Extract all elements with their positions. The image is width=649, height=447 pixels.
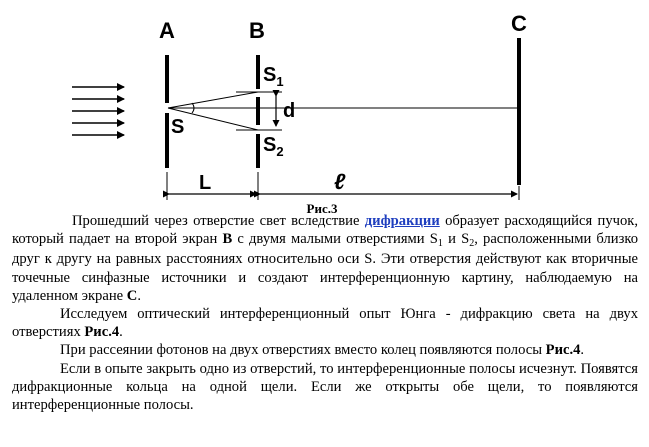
label-d: d: [283, 100, 296, 122]
label-s: S: [171, 116, 185, 138]
label-ell: ℓ: [334, 169, 346, 194]
figure-caption: Рис.3: [306, 201, 338, 215]
label-a: A: [159, 18, 175, 43]
paragraph-2: Исследуем оптический интерференционный опыт Юнга - дифракцию света на двух отверстиях Рис.4.: [12, 306, 638, 341]
incoming-rays: [72, 87, 124, 135]
label-s2: $S_2$: [263, 134, 284, 159]
body-text: [12, 212, 638, 414]
label-s1: $S_1$: [263, 64, 284, 89]
paragraph-4: Если в опыте закрыть одно из отверстий, то интерференционные полосы исчезнут. Появятся дифракционные кольца на одной щели. Если же открыты обе щели, то появляются интерференционные полосы.: [12, 360, 638, 414]
paragraph-1: Прошедший через отверстие свет вследствие дифракции образует расходящийся пучок, который падает на второй экран В с двумя малыми отверстиями $S_1$ и $S_2$, расположенными близко друг к другу на равных расстояниях относительно оси S. Эти отверстия действуют как вторичные точечные синфазные источники и создают интерференционную картину, наблюдаемую на удаленном экране С.: [12, 213, 638, 304]
label-c: C: [511, 11, 527, 36]
paragraph-3: При рассеянии фотонов на двух отверстиях вместо колец появляются полосы Рис.4.: [60, 342, 585, 359]
light-beam: [168, 92, 519, 130]
label-l: L: [199, 172, 212, 194]
young-experiment-figure: [0, 0, 649, 215]
label-b: B: [249, 18, 265, 43]
diffraction-link[interactable]: дифракции: [364, 213, 440, 229]
